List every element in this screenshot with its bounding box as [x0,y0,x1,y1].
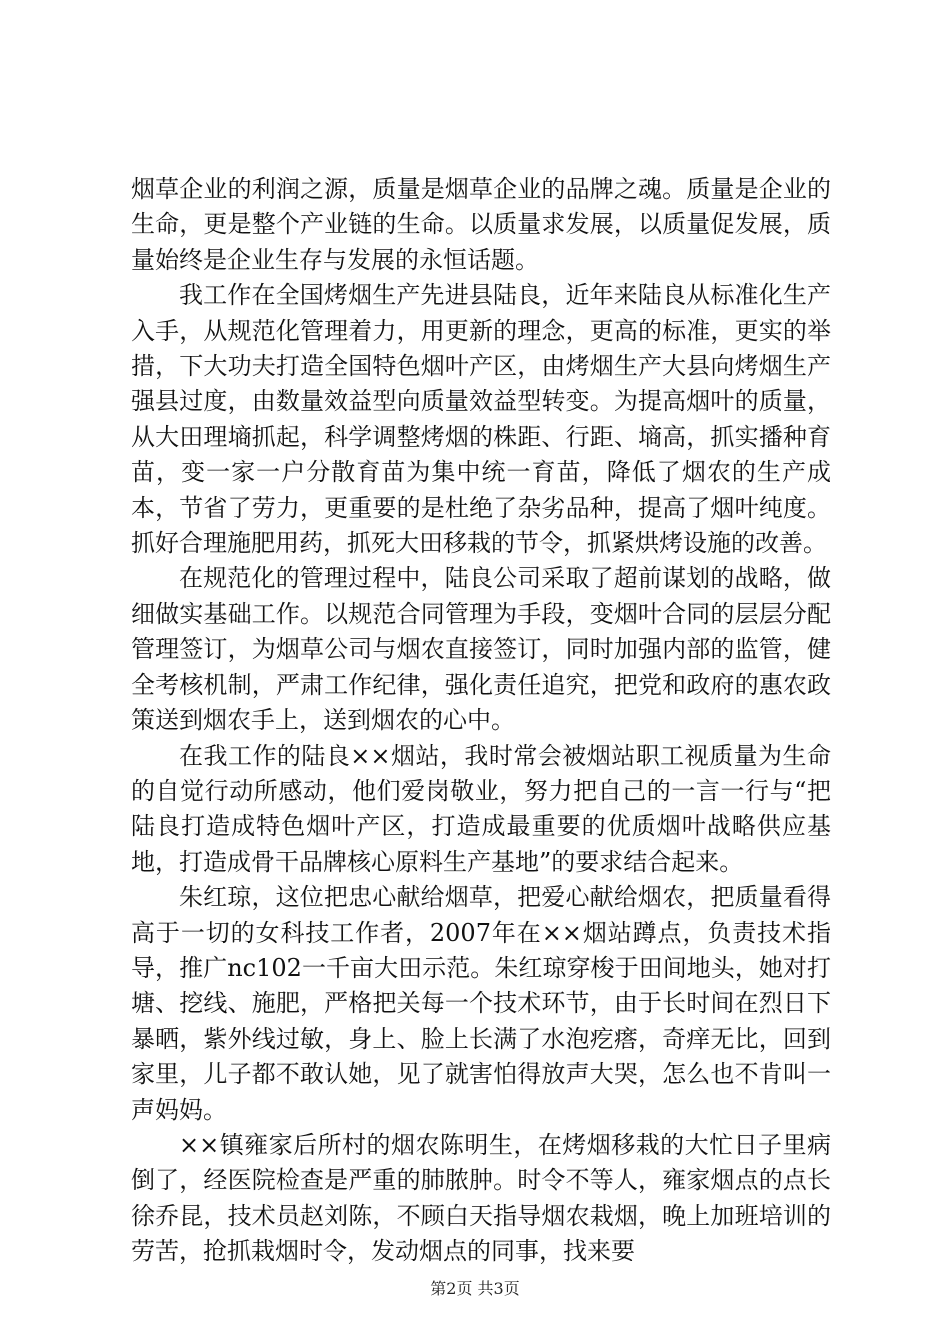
paragraph-5: 朱红琼，这位把忠心献给烟草，把爱心献给烟农，把质量看得高于一切的女科技工作者，2007年在××烟站蹲点，负责技术指导，推广nc102一千亩大田示范。朱红琼穿梭于田间地头，她对打塘、挖线、施肥，严格把关每一个技术环节，由于长时间在烈日下暴晒，紫外线过敏，身上、脸上长满了水泡疙瘩，奇痒无比，回到家里，儿子都不敢认她，见了就害怕得放声大哭，怎么也不肯叫一声妈妈。 [131,883,831,1124]
paragraph-6: ××镇雍家后所村的烟农陈明生，在烤烟移栽的大忙日子里病倒了，经医院检查是严重的肺脓肿。时令不等人，雍家烟点的点长徐乔昆，技术员赵刘陈，不顾白天指导烟农栽烟，晚上加班培训的劳苦，抢抓栽烟时令，发动烟点的同事，找来要 [131,1130,831,1266]
paragraph-3: 在规范化的管理过程中，陆良公司采取了超前谋划的战略，做细做实基础工作。以规范合同管理为手段，变烟叶合同的层层分配管理签订，为烟草公司与烟农直接签订，同时加强内部的监管，健全考核机制，严肃工作纪律，强化责任追究，把党和政府的惠农政策送到烟农手上，送到烟农的心中。 [131,564,831,735]
document-body [131,172,831,1270]
paragraph-4: 在我工作的陆良××烟站，我时常会被烟站职工视质量为生命的自觉行动所感动，他们爱岗敬业，努力把自己的一言一行与“把陆良打造成特色烟叶产区，打造成最重要的优质烟叶战略供应基地，打造成骨干品牌核心原料生产基地”的要求结合起来。 [131,741,831,876]
page-footer: 第2页 共3页 [430,1279,520,1298]
paragraph-1: 烟草企业的利润之源，质量是烟草企业的品牌之魂。质量是企业的生命，更是整个产业链的生命。以质量求发展，以质量促发展，质量始终是企业生存与发展的永恒话题。 [131,175,831,274]
paragraph-2: 我工作在全国烤烟生产先进县陆良，近年来陆良从标准化生产入手，从规范化管理着力，用更新的理念，更高的标准，更实的举措，下大功夫打造全国特色烟叶产区，由烤烟生产大县向烤烟生产强县过度，由数量效益型向质量效益型转变。为提高烟叶的质量，从大田理墒抓起，科学调整烤烟的株距、行距、墒高，抓实播种育苗，变一家一户分散育苗为集中统一育苗，降低了烟农的生产成本，节省了劳力，更重要的是杜绝了杂劣品种，提高了烟叶纯度。抓好合理施肥用药，抓死大田移栽的节令，抓紧烘烤设施的改善。 [131,281,831,558]
